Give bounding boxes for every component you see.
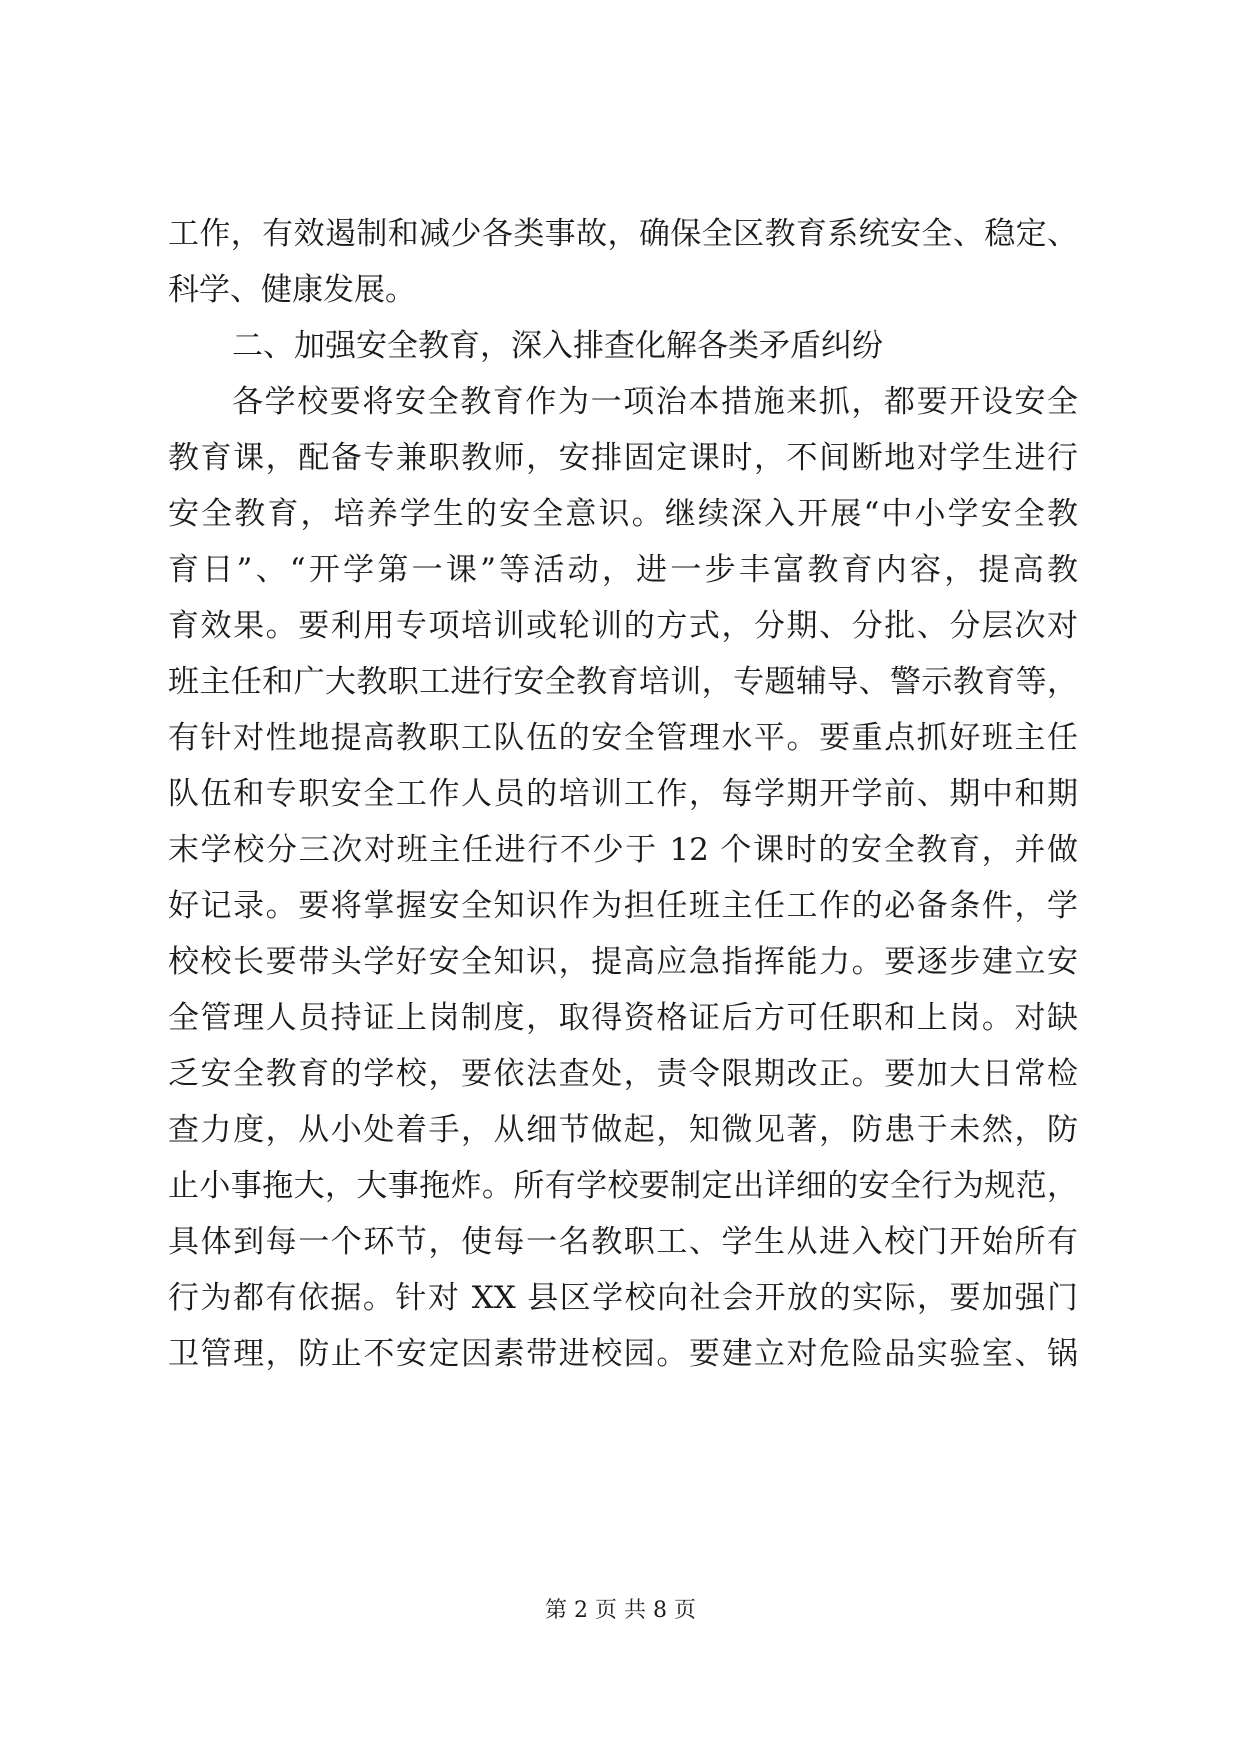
text-line: 教育课，配备专兼职教师，安排固定课时，不间断地对学生进行 [168,440,1078,476]
text-line: 科学、健康发展。 [168,272,416,308]
text-line: 查力度，从小处着手，从细节做起，知微见著，防患于未然，防 [168,1112,1078,1148]
text-line: 工作，有效遏制和减少各类事故，确保全区教育系统安全、稳定、 [168,216,1078,252]
text-line: 末学校分三次对班主任进行不少于 12 个课时的安全教育，并做 [168,832,1078,868]
text-line: 安全教育，培养学生的安全意识。继续深入开展“中小学安全教 [168,496,1078,532]
text-line: 校校长要带头学好安全知识，提高应急指挥能力。要逐步建立安 [168,944,1078,980]
text-line: 全管理人员持证上岗制度，取得资格证后方可任职和上岗。对缺 [168,1000,1078,1036]
text-line: 好记录。要将掌握安全知识作为担任班主任工作的必备条件，学 [168,888,1078,924]
text-line: 各学校要将安全教育作为一项治本措施来抓，都要开设安全 [232,384,1078,420]
text-line: 具体到每一个环节，使每一名教职工、学生从进入校门开始所有 [168,1224,1078,1260]
section-heading: 二、加强安全教育，深入排查化解各类矛盾纠纷 [232,328,883,364]
text-line: 有针对性地提高教职工队伍的安全管理水平。要重点抓好班主任 [168,720,1078,756]
text-line: 止小事拖大，大事拖炸。所有学校要制定出详细的安全行为规范， [168,1168,1078,1204]
text-line: 队伍和专职安全工作人员的培训工作，每学期开学前、期中和期 [168,776,1078,812]
text-line: 班主任和广大教职工进行安全教育培训，专题辅导、警示教育等， [168,664,1078,700]
text-line: 育日”、“开学第一课”等活动，进一步丰富教育内容，提高教 [168,552,1078,588]
page-number-footer: 第 2 页 共 8 页 [545,1598,696,1623]
document-body [168,206,1078,1382]
text-line: 卫管理，防止不安定因素带进校园。要建立对危险品实验室、锅 [168,1336,1078,1372]
text-line: 乏安全教育的学校，要依法查处，责令限期改正。要加大日常检 [168,1056,1078,1092]
text-line: 育效果。要利用专项培训或轮训的方式，分期、分批、分层次对 [168,608,1078,644]
text-line: 行为都有依据。针对 XX 县区学校向社会开放的实际，要加强门 [168,1280,1078,1316]
